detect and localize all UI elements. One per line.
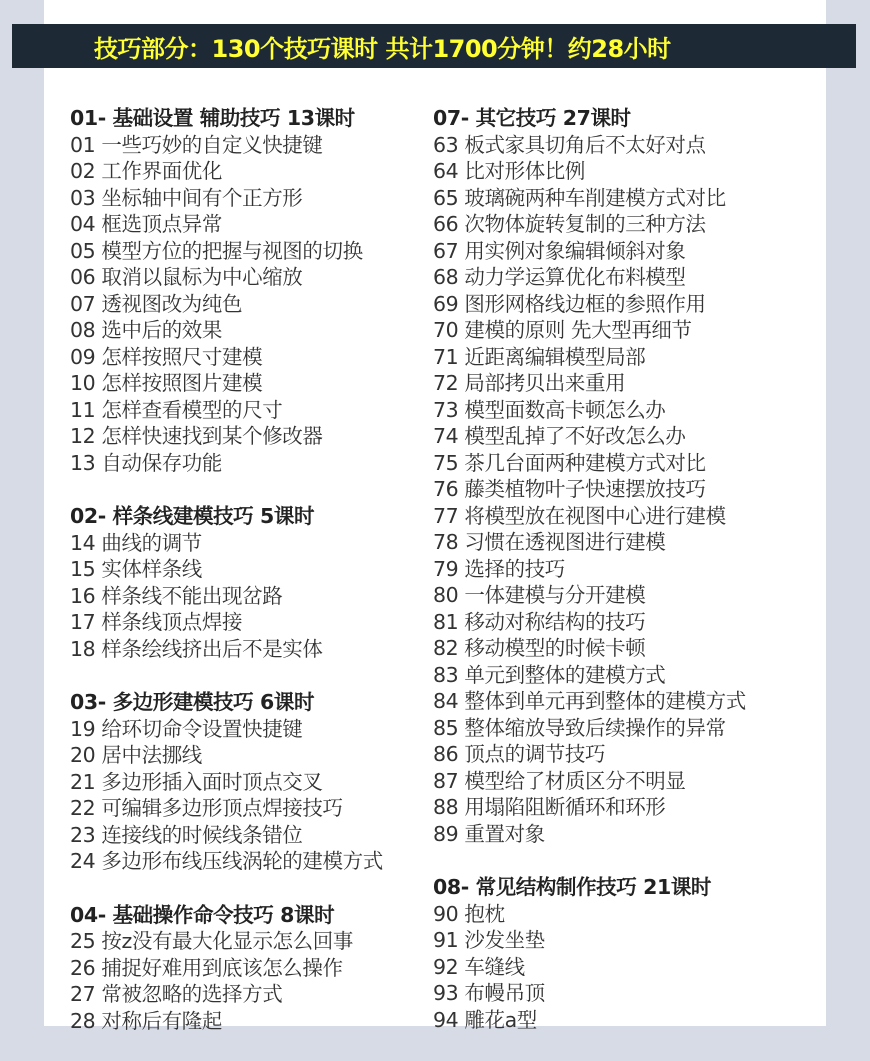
lesson-item: 93 布幔吊顶	[433, 981, 545, 1005]
lesson-item: 88 用塌陷阻断循环和环形	[433, 795, 666, 819]
lesson-item: 10 怎样按照图片建模	[70, 371, 263, 395]
lesson-item: 90 抱枕	[433, 901, 505, 926]
lesson-item: 73 模型面数高卡顿怎么办	[433, 397, 666, 422]
lesson-item: 15 实体样条线	[70, 557, 202, 581]
lesson-item: 22 可编辑多边形顶点焊接技巧	[70, 796, 343, 820]
lesson-item: 24 多边形布线压线涡轮的建模方式	[70, 849, 383, 873]
lesson-item: 20 居中法挪线	[70, 743, 202, 767]
lesson-item: 75 茶几台面两种建模方式对比	[433, 450, 706, 475]
lesson-item: 69 图形网格线边框的参照作用	[433, 291, 706, 316]
lesson-item: 79 选择的技巧	[433, 556, 565, 581]
lesson-item: 74 模型乱掉了不好改怎么办	[433, 424, 686, 448]
lesson-item: 70 建模的原则 先大型再细节	[433, 318, 692, 342]
section-title: 01- 基础设置 辅助技巧 13课时	[70, 106, 355, 130]
section-title: 03- 多边形建模技巧 6课时	[70, 690, 315, 714]
lesson-item: 92 车缝线	[433, 954, 525, 979]
lesson-item: 08 选中后的效果	[70, 318, 223, 342]
lesson-item: 16 样条线不能出现岔路	[70, 583, 283, 608]
course-section	[433, 874, 793, 1033]
lesson-item: 02 工作界面优化	[70, 159, 223, 183]
header-title: 技巧部分：130个技巧课时 共计1700分钟！约28小时	[94, 34, 671, 63]
lesson-item: 81 移动对称结构的技巧	[433, 609, 646, 634]
section-title: 07- 其它技巧 27课时	[433, 106, 631, 130]
course-section	[70, 689, 430, 875]
lesson-item: 89 重置对象	[433, 821, 545, 846]
lesson-item: 77 将模型放在视图中心进行建模	[433, 503, 726, 528]
course-section	[70, 902, 430, 1035]
lesson-item: 86 顶点的调节技巧	[433, 742, 606, 766]
lesson-item: 83 单元到整体的建模方式	[433, 662, 666, 687]
lesson-item: 13 自动保存功能	[70, 450, 223, 475]
course-section	[70, 105, 430, 476]
lesson-item: 72 局部拷贝出来重用	[433, 371, 626, 395]
lesson-item: 14 曲线的调节	[70, 530, 202, 555]
section-title: 08- 常见结构制作技巧 21课时	[433, 875, 712, 899]
lesson-item: 12 怎样快速找到某个修改器	[70, 424, 323, 448]
course-section	[433, 105, 793, 847]
lesson-item: 78 习惯在透视图进行建模	[433, 530, 666, 554]
lesson-item: 11 怎样查看模型的尺寸	[70, 397, 283, 422]
lesson-item: 09 怎样按照尺寸建模	[70, 344, 263, 369]
lesson-item: 66 次物体旋转复制的三种方法	[433, 212, 706, 236]
lesson-item: 23 连接线的时候线条错位	[70, 822, 303, 847]
lesson-item: 07 透视图改为纯色	[70, 291, 243, 316]
right-column	[433, 105, 793, 1060]
header-banner	[12, 24, 856, 68]
section-title: 02- 样条线建模技巧 5课时	[70, 504, 315, 528]
lesson-item: 01 一些巧妙的自定义快捷键	[70, 132, 323, 157]
lesson-item: 87 模型给了材质区分不明显	[433, 768, 686, 793]
lesson-item: 76 藤类植物叶子快速摆放技巧	[433, 477, 706, 501]
lesson-item: 17 样条线顶点焊接	[70, 610, 243, 634]
lesson-item: 21 多边形插入面时顶点交叉	[70, 769, 323, 794]
lesson-item: 94 雕花a型	[433, 1007, 537, 1032]
lesson-item: 63 板式家具切角后不太好对点	[433, 132, 706, 157]
lesson-item: 25 按z没有最大化显示怎么回事	[70, 929, 353, 953]
lesson-item: 06 取消以鼠标为中心缩放	[70, 265, 303, 289]
lesson-item: 65 玻璃碗两种车削建模方式对比	[433, 185, 726, 210]
lesson-item: 27 常被忽略的选择方式	[70, 982, 283, 1006]
lesson-item: 82 移动模型的时候卡顿	[433, 636, 646, 660]
lesson-item: 19 给环切命令设置快捷键	[70, 716, 303, 741]
lesson-item: 71 近距离编辑模型局部	[433, 344, 646, 369]
course-section	[70, 503, 430, 662]
lesson-item: 68 动力学运算优化布料模型	[433, 265, 686, 289]
lesson-item: 67 用实例对象编辑倾斜对象	[433, 238, 686, 263]
lesson-item: 80 一体建模与分开建模	[433, 583, 646, 607]
lesson-item: 91 沙发坐垫	[433, 928, 545, 952]
lesson-item: 03 坐标轴中间有个正方形	[70, 185, 303, 210]
section-title: 04- 基础操作命令技巧 8课时	[70, 902, 335, 927]
lesson-item: 28 对称后有隆起	[70, 1008, 223, 1033]
left-column	[70, 105, 430, 1061]
lesson-item: 05 模型方位的把握与视图的切换	[70, 238, 363, 263]
lesson-item: 26 捕捉好难用到底该怎么操作	[70, 955, 343, 980]
lesson-item: 84 整体到单元再到整体的建模方式	[433, 689, 746, 713]
lesson-item: 64 比对形体比例	[433, 159, 586, 183]
lesson-item: 04 框选顶点异常	[70, 212, 223, 236]
lesson-item: 18 样条绘线挤出后不是实体	[70, 636, 323, 661]
lesson-item: 85 整体缩放导致后续操作的异常	[433, 715, 726, 740]
